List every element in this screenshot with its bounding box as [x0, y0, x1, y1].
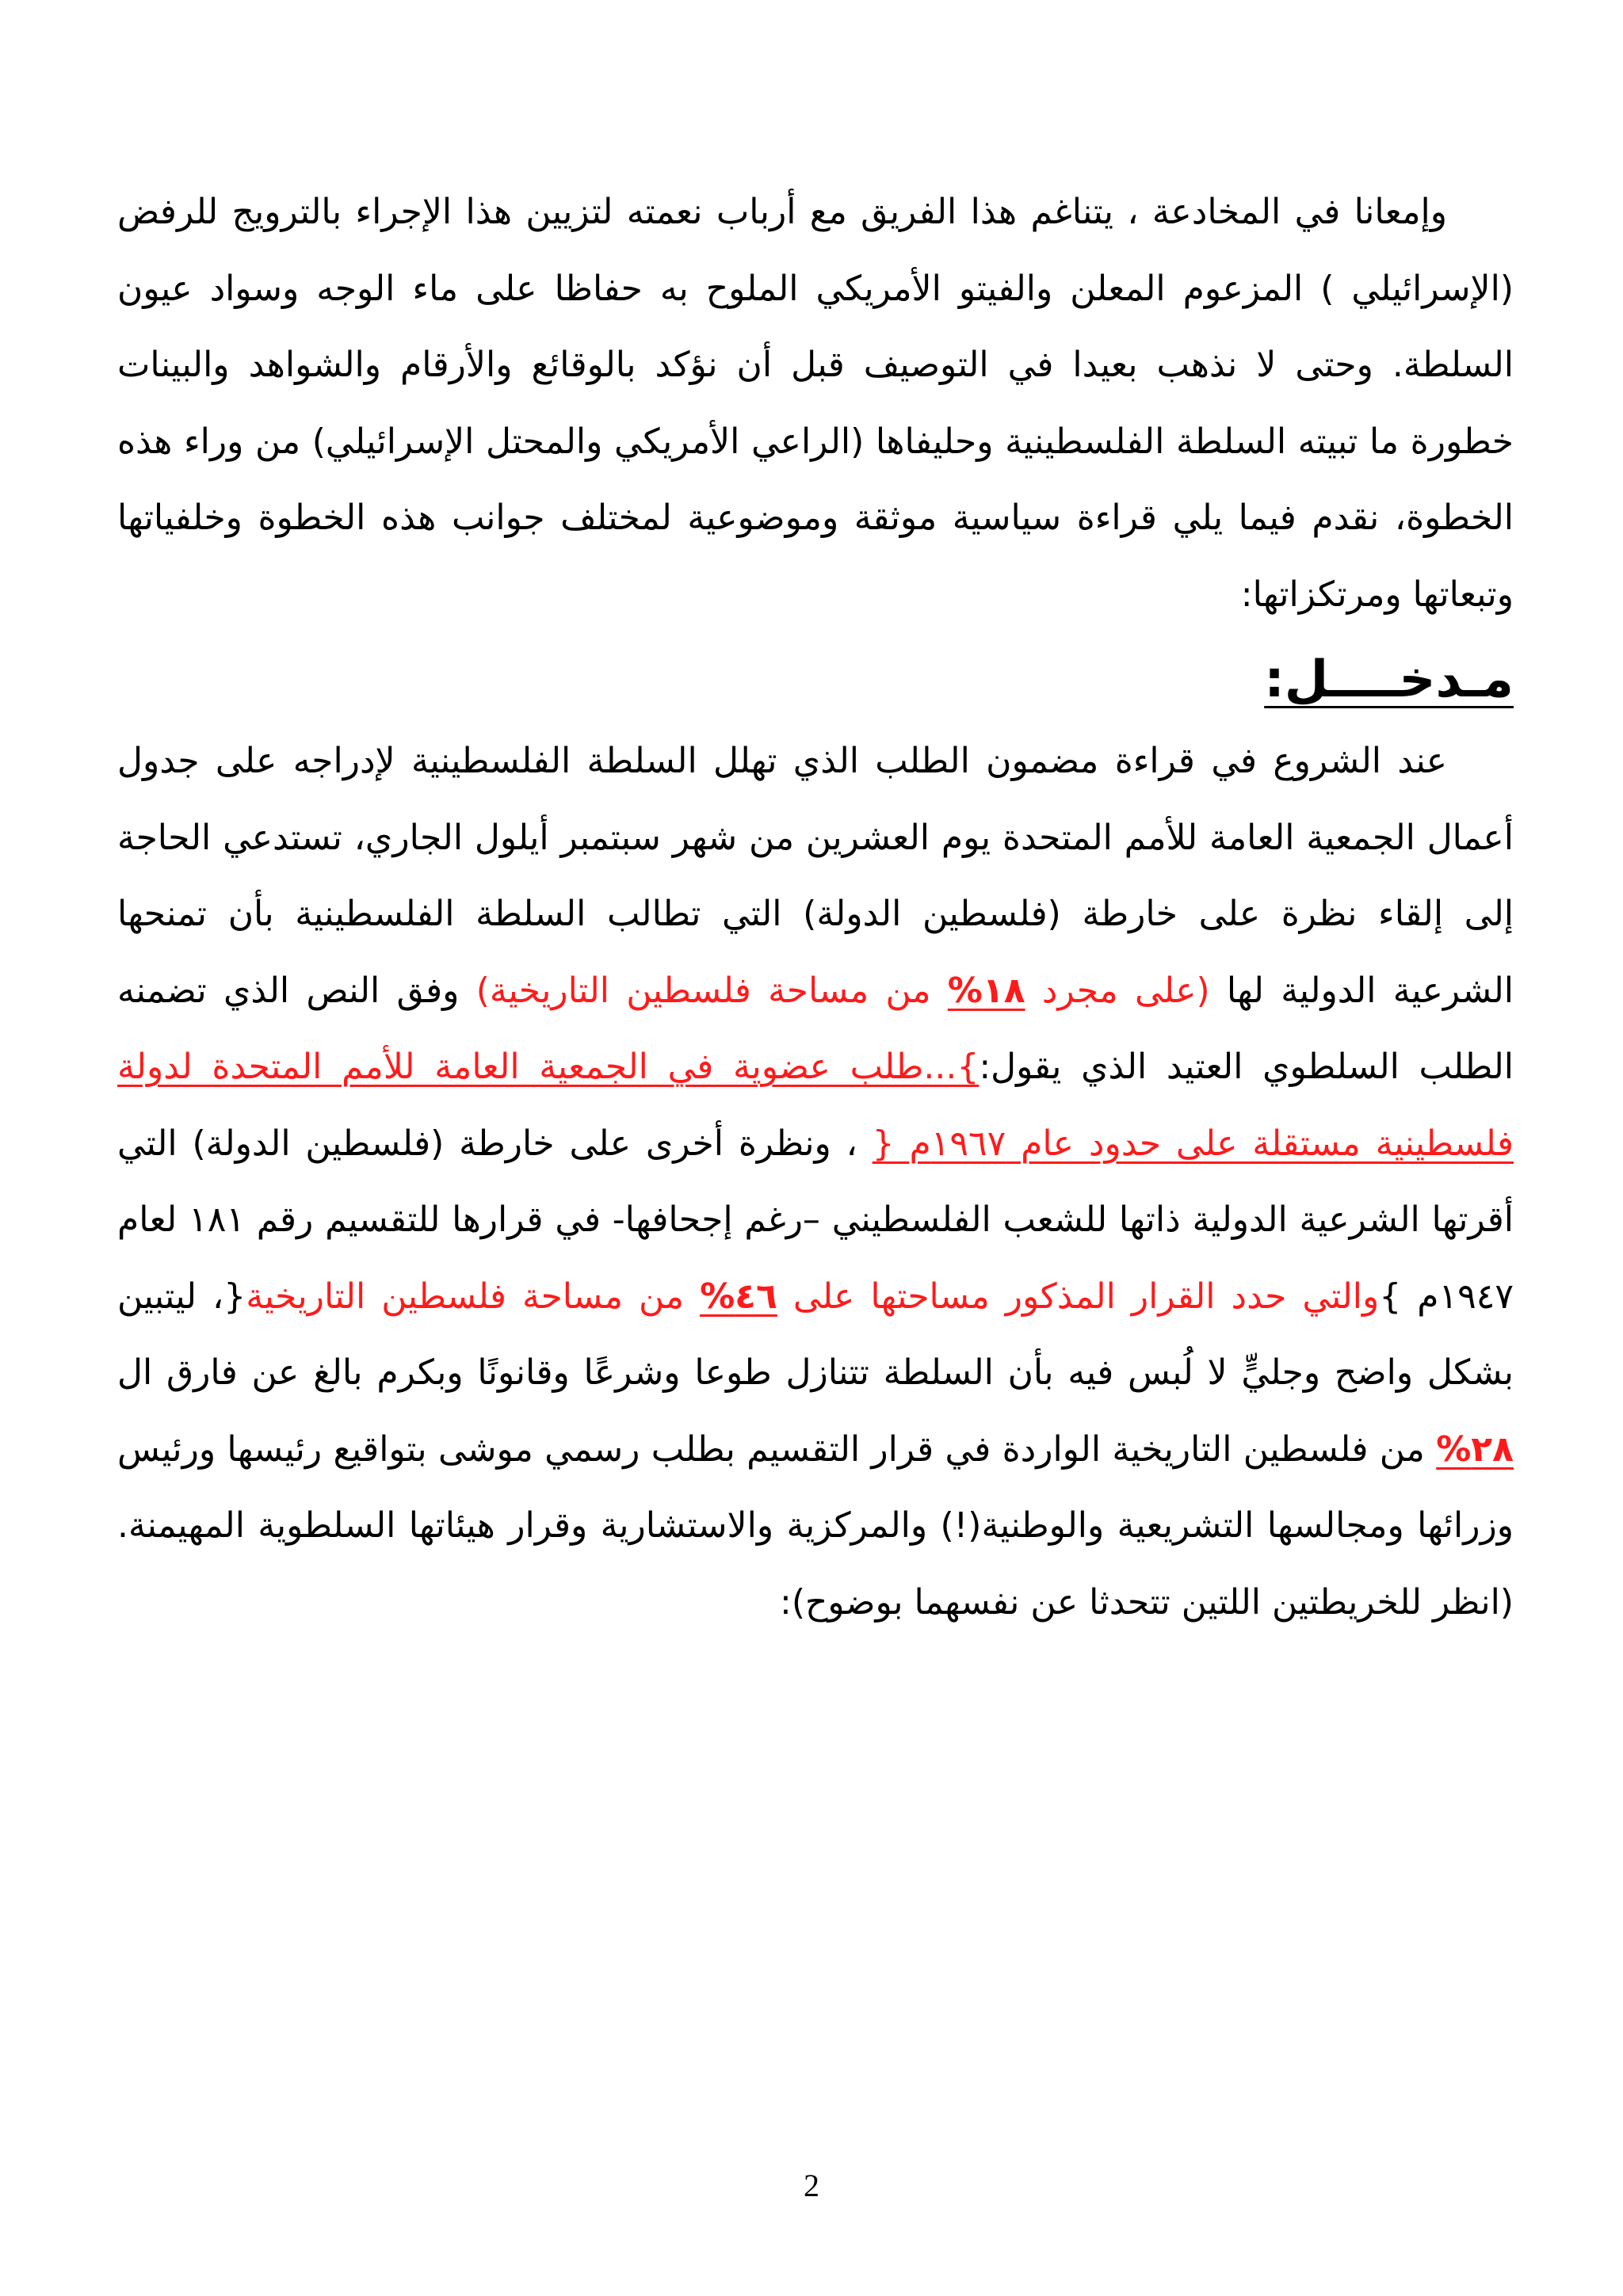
- section-heading: [117, 636, 1514, 723]
- body-text-3: ، ونظرة أخرى على خارطة (فلسطين الدولة) التي أقرتها الشرعية الدولية ذاتها للشعب الفلسطيني –رغم إجحافها- في قرارها للتقسيم رقم ١٨١ لعام ١٩٤٧م }: [117, 1123, 1514, 1317]
- section-heading-text: مـدخــــل:: [1264, 650, 1514, 709]
- percent-46: ٤٦%: [700, 1276, 777, 1317]
- document-page: [117, 174, 1514, 1641]
- percent-18: ١٨%: [947, 970, 1025, 1011]
- request-quote: }...طلب عضوية في الجمعية العامة للأمم المتحدة لدولة فلسطينية مستقلة على حدود عام ١٩٦٧م {: [117, 1047, 1514, 1164]
- red-phrase-18-percent: (على مجرد ١٨% من مساحة فلسطين التاريخية): [475, 970, 1210, 1011]
- red-phrase-46-percent: والتي حدد القرار المذكور مساحتها على ٤٦% من مساحة فلسطين التاريخية: [246, 1276, 1380, 1317]
- body-text-5: من فلسطين التاريخية الواردة في قرار التقسيم بطلب رسمي موشى بتواقيع رئيسها ورئيس وزرائها ومجالسها التشريعية والوطنية(!) والمركزية والاستشارية وقرار هيئاتها السلطوية المهيمنة. (انظر للخريطتين اللتين تتحدثا عن نفسهما بوضوح):: [117, 1428, 1514, 1623]
- page-number: 2: [804, 2168, 819, 2203]
- intro-paragraph: وإمعانا في المخادعة ، يتناغم هذا الفريق مع أرباب نعمته لتزيين هذا الإجراء بالترويج للرفض (الإسرائيلي ) المزعوم المعلن والفيتو الأمريكي الملوح به حفاظا على ماء الوجه وسواد عيون السلطة. وحتى لا نذهب بعيدا في التوصيف قبل أن نؤكد بالوقائع والأرقام والشواهد والبينات خطورة ما تبيته السلطة الفلسطينية وحليفاها (الراعي الأمريكي والمحتل الإسرائيلي) من وراء هذه الخطوة، نقدم فيما يلي قراءة سياسية موثقة وموضوعية لمختلف جوانب هذه الخطوة وخلفياتها وتبعاتها ومرتكزاتها:: [117, 192, 1514, 615]
- body-text-4: {، ليتبين بشكل واضح وجليٍّ لا لُبس فيه بأن السلطة تتنازل طوعا وشرعًا وقانونًا وبكرم بالغ عن فارق ال: [117, 1276, 1514, 1393]
- percent-28: ٢٨%: [1436, 1428, 1514, 1470]
- body-text-1: عند الشروع في قراءة مضمون الطلب الذي تهلل السلطة الفلسطينية لإدراجه على جدول أعمال الجمعية العامة للأمم المتحدة يوم العشرين من شهر سبتمبر أيلول الجاري، تستدعي الحاجة إلى إلقاء نظرة على خارطة (فلسطين الدولة) التي تطالب السلطة الفلسطينية بأن تمنحها الشرعية الدولية لها: [117, 741, 1514, 1011]
- body-text-2: وفق النص الذي تضمنه الطلب السلطوي العتيد الذي يقول:: [117, 970, 1514, 1087]
- body-paragraph: [117, 723, 1514, 1641]
